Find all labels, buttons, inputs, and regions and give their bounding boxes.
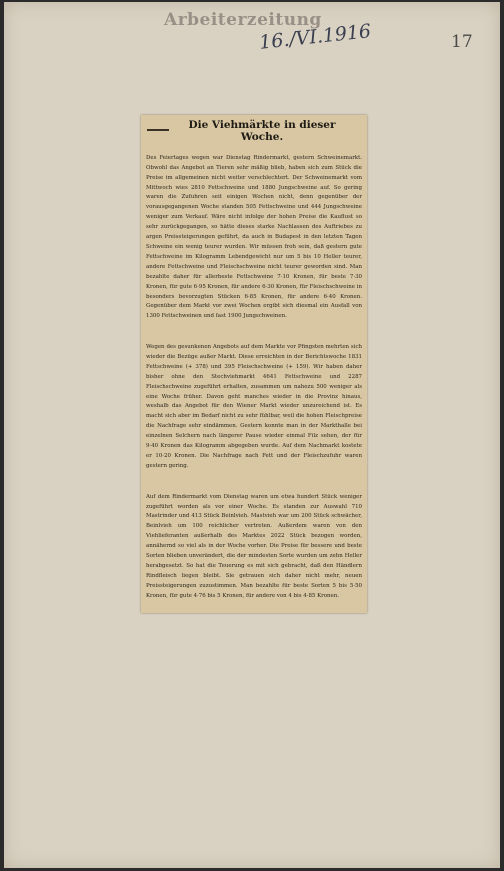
- article-body: [146, 134, 362, 610]
- newspaper-stamp: Arbeiterzeitung: [164, 10, 322, 30]
- article-paragraph: Wegen des gesunkenen Angebots auf dem Markte vor Pfingsten mehrten sich wieder die Bezüge außer Markt. Diese erreichten in der Berichtswoche 1831 Fettschweine (+ 378) und 395 Fleischschweine (+ 159). Wir haben daher bisher ohne den Stechviehmarkt 4641 Fettschweine und 2287 Fleischschweine zugeführt erhalten, zusammen um nahezu 500 weniger als eine Woche früher. Davon geht manches wieder in die Provinz hinaus, weshalb das Angebot für den Wiener Markt wieder unzureichend ist. Es macht sich aber im Bedarf nicht zu sehr fühlbar, weil die hohen Fleischpreise die Nachfrage sehr eindämmen. Gestern konnte man in der Markthalle bei einzelnen Selchern nach längerer Pause wieder einmal Filz sehen, der für 9·40 Kronen das Kilogramm abgegeben wurde. Auf dem Nachmarkt kostete er 10·20 Kronen. Die Nachfrage nach Fett und der Fleischzufuhr waren gestern gering.: [146, 344, 364, 469]
- article-paragraph: Des Feiertages wegen war Dienstag Rindermarkt, gestern Schweinemarkt. Obwohl das Angebot an Tieren sehr mäßig blieb, haben sich zum Stück die Preise im allgemeinen nicht weiter verschlechtert. Der Schweinemarkt vom Mittwoch wies 2810 Fettschweine und 1880 Jungschweine auf. So gering waren die Zufuhren seit einigen Wochen nicht, denn gegenüber der vorausgegangenen Woche standen 505 Fettschweine und 444 Jungschweine weniger zum Verkauf. Wäre nicht infolge der hohen Preise die Kauflust so sehr zurückgegangen, so hätte dieses starke Nachlassen des Auftriebes zu argen Preissteigerungen geführt, da auch in Budapest in den letzten Tagen Schweine ein wenig teurer wurden. Wir müssen froh sein, daß gestern gute Fettschweine im Kilogramm Lebendgewicht nur um 5 bis 10 Heller teurer, andere Fettschweine und Fleischschweine nicht teurer geworden sind. Man bezahlte daher für allerbeste Fettschweine 7·10 Kronen, für beste 7·30 Kronen, für gute 6·95 Kronen, für andere 6·30 Kronen, für Fleischschweine in besonders bevorzugten Stücken 6·85 Kronen, für andere 6·40 Kronen. Gegenüber dem Markt vor zwei Wochen ergibt sich diesmal ein Ausfall von 1300 Fettschweinen und fast 1900 Jungschweinen.: [146, 154, 364, 320]
- page-number: 17: [451, 32, 473, 52]
- article-headline: Die Viehmärkte in dieser Woche.: [188, 119, 336, 143]
- headline-rule: [147, 129, 169, 131]
- archive-sheet: [4, 2, 500, 868]
- newspaper-clipping: [141, 115, 367, 613]
- handwritten-date: 16./VI.1916: [258, 20, 373, 54]
- article-paragraph: Auf dem Rindermarkt vom Dienstag waren um etwa hundert Stück weniger zugeführt worden als vor einer Woche. Es standen zur Auswahl 710 Mastrinder und 413 Stück Beinlvieh. Mastvieh war um 200 Stück schwächer, Beinlvieh um 100 reichlicher vertreten. Außerdem waren von den Viehlieferanten außerhalb des Marktes 2022 Stück bezogen worden, annähernd so viel als in der Woche vorher. Die Preise für bessere und beste Sorten blieben unverändert, die der mindesten Sorte wurden um zehn Heller herabgesetzt. So hat die Teuerung es mit sich gebracht, daß den Händlern Rindfleisch liegen bleibt. Sie getrauen sich daher nicht mehr, neuen Preissteigerungen zuzustimmen. Man bezahlte für beste Sorten 5 bis 5·50 Kronen, für gute 4·76 bis 5 Kronen, für andere von 4 bis 4·85 Kronen.: [146, 493, 364, 599]
